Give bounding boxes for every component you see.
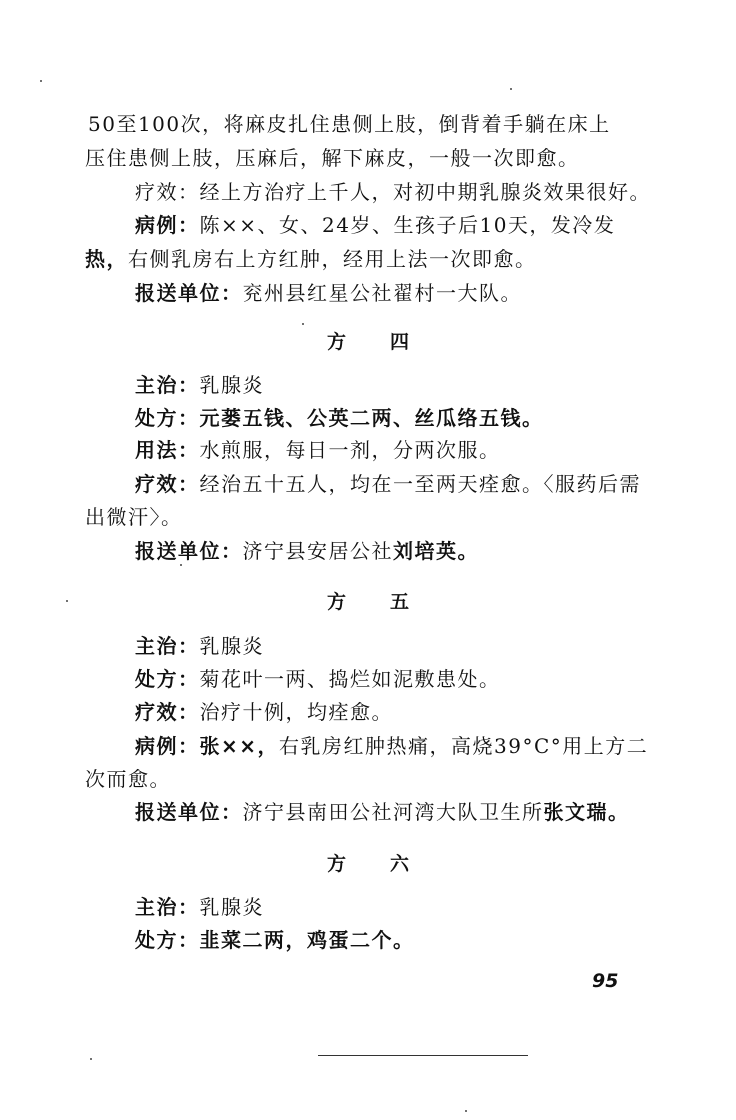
heading-char: 方 xyxy=(326,591,346,613)
case-text-2: 右侧乳房右上方红肿，经用上法一次即愈。 xyxy=(128,247,537,271)
efficacy-label: 疗效： xyxy=(135,180,200,204)
case-paragraph-line-1 xyxy=(135,213,615,237)
reporter-text: 济宁县安居公社 xyxy=(242,539,393,563)
heading-number: 五 xyxy=(390,591,410,613)
efficacy-label: 疗效： xyxy=(135,472,200,496)
prescription-text: 韭菜二两，鸡蛋二个。 xyxy=(199,928,415,952)
indication-label: 主治： xyxy=(135,373,200,397)
usage-text: 水煎服，每日一剂，分两次服。 xyxy=(199,438,501,462)
recipe-6-heading xyxy=(0,852,736,876)
reporter-label: 报送单位： xyxy=(135,539,243,563)
prescription-label: 处方： xyxy=(135,928,200,952)
recipe-4-prescription xyxy=(135,406,544,430)
indication-label: 主治： xyxy=(135,634,200,658)
recipe-4-reporter xyxy=(135,539,479,563)
reporter-label: 报送单位： xyxy=(135,800,243,824)
case-text: 陈××、女、24岁、生孩子后10天，发冷发 xyxy=(199,213,616,237)
prescription-text: 元蒌五钱、公英二两、丝瓜络五钱。 xyxy=(199,406,544,430)
heading-char: 方 xyxy=(326,853,346,875)
indication-label: 主治： xyxy=(135,895,200,919)
efficacy-label: 疗效： xyxy=(135,700,200,724)
reporter-name: 张文瑞。 xyxy=(543,800,630,824)
recipe-5-efficacy xyxy=(135,700,393,724)
case-label: 病例： xyxy=(135,213,200,237)
recipe-4-efficacy-cont: 出微汗〉。 xyxy=(85,505,183,529)
indication-text: 乳腺炎 xyxy=(199,634,264,658)
scan-speck xyxy=(180,564,182,566)
scan-speck xyxy=(66,600,68,602)
efficacy-text: 经上方治疗上千人，对初中期乳腺炎效果很好。 xyxy=(199,180,651,204)
heading-number: 六 xyxy=(390,853,410,875)
case-text: 右乳房红肿热痛，高烧39°C°用上方二 xyxy=(279,734,649,758)
reporter-paragraph xyxy=(135,281,522,305)
recipe-4-efficacy xyxy=(135,472,641,496)
heading-number: 四 xyxy=(390,331,410,353)
recipe-6-prescription xyxy=(135,928,415,952)
page-number: 95 xyxy=(592,970,619,992)
reporter-label: 报送单位： xyxy=(135,281,243,305)
scan-artifact-line xyxy=(318,1055,528,1056)
usage-label: 用法： xyxy=(135,438,200,462)
indication-text: 乳腺炎 xyxy=(199,373,264,397)
recipe-4-heading xyxy=(0,330,736,354)
scan-speck xyxy=(40,80,42,82)
case-patient: 张××， xyxy=(199,734,280,758)
recipe-5-heading xyxy=(0,590,736,614)
scan-speck xyxy=(465,1110,467,1112)
reporter-text: 兖州县红星公社翟村一大队。 xyxy=(242,281,522,305)
efficacy-paragraph xyxy=(135,180,651,204)
indication-text: 乳腺炎 xyxy=(199,895,264,919)
recipe-4-usage xyxy=(135,438,501,462)
reporter-name: 刘培英。 xyxy=(393,539,479,563)
case-label: 病例： xyxy=(135,734,200,758)
recipe-5-case xyxy=(135,734,648,758)
case-paragraph-line-2 xyxy=(85,247,537,271)
scan-speck xyxy=(510,88,512,90)
recipe-5-reporter xyxy=(135,800,630,824)
prescription-label: 处方： xyxy=(135,406,200,430)
case-text-bold: 热， xyxy=(85,247,128,271)
recipe-6-indication xyxy=(135,895,264,919)
recipe-5-prescription xyxy=(135,667,501,691)
scan-speck xyxy=(90,1058,92,1060)
efficacy-text: 治疗十例，均痊愈。 xyxy=(199,700,393,724)
continuation-line-2: 压住患侧上肢，压麻后，解下麻皮，一般一次即愈。 xyxy=(85,146,580,170)
heading-char: 方 xyxy=(326,331,346,353)
recipe-4-indication xyxy=(135,373,264,397)
recipe-5-indication xyxy=(135,634,264,658)
reporter-text: 济宁县南田公社河湾大队卫生所 xyxy=(242,800,544,824)
efficacy-text: 经治五十五人，均在一至两天痊愈。〈服药后需 xyxy=(199,472,641,496)
prescription-label: 处方： xyxy=(135,667,200,691)
continuation-line-1: 50至100次，将麻皮扎住患侧上肢，倒背着手躺在床上 xyxy=(88,112,611,136)
prescription-text: 菊花叶一两、捣烂如泥敷患处。 xyxy=(199,667,501,691)
recipe-5-case-cont: 次而愈。 xyxy=(85,767,171,791)
scan-speck xyxy=(302,323,304,325)
